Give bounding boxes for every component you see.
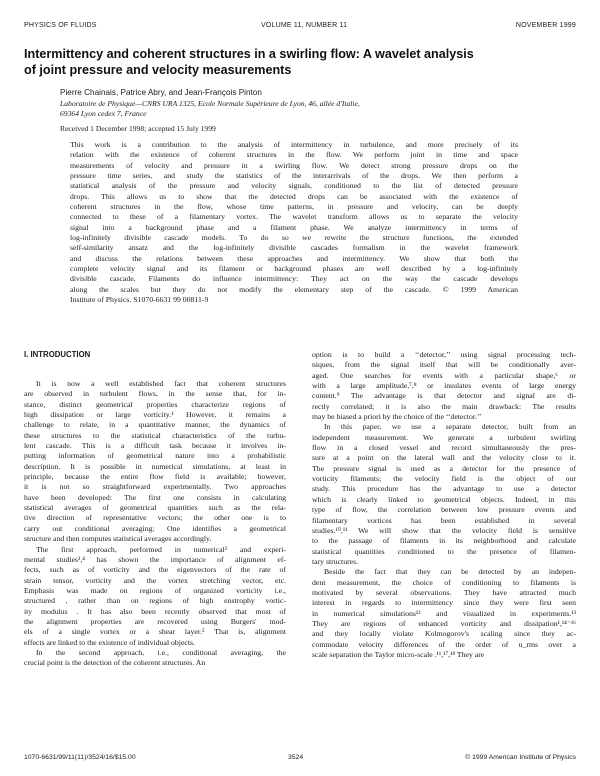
body-line: studies.¹⁰,¹¹ We will show that the velocity field is sensitive <box>312 525 576 535</box>
body-line: ity modulus . It has also been recently observed that most of <box>24 606 286 616</box>
issue-date: NOVEMBER 1999 <box>515 22 576 29</box>
body-line: lent cascade. This is a difficult task because it involves in- <box>24 441 286 451</box>
body-line: putting information of geometrical nature into a probabilistic <box>24 451 286 461</box>
body-line: In this paper, we use a separate detector, built from an <box>324 422 576 432</box>
body-line: the alignment properties are recovered using Burgers' mod- <box>24 616 286 626</box>
body-line: effects are linked to the existence of individual objects. <box>24 637 195 647</box>
body-line: In the second approach, i.e., conditional averaging, the <box>36 647 286 657</box>
body-line: crucial point is the detection of the coherent structures. An <box>24 658 206 668</box>
body-line: It is now a well established fact that coherent structures <box>36 379 286 388</box>
body-line: may be biased a priori by the choice of the ‘‘detector.’’ <box>312 412 482 422</box>
body-line: carry out conditional averaging: One identifies a geometrical <box>24 523 286 533</box>
body-line: tive direction of representative vectors; the other one is to <box>24 513 286 523</box>
section-heading: I. INTRODUCTION <box>24 350 91 359</box>
body-line: tary structures. <box>312 556 359 566</box>
abstract-line: along the scales but they do not modify the elementary step of the cascade. © 1999 American <box>70 284 518 294</box>
body-line: mental studies³,⁴ has shown the importance of alignment ef- <box>24 554 286 564</box>
abstract-line: complete velocity signal and its filament or background phases are well described by a log-infinitely <box>70 264 518 274</box>
abstract-line: divisible cascade. Filaments do influence intermittency: They act on the way the cascade develops <box>70 274 518 284</box>
right-column <box>312 350 576 660</box>
left-column <box>24 350 286 669</box>
affiliation <box>60 99 360 119</box>
journal-name: PHYSICS OF FLUIDS <box>24 22 97 29</box>
abstract-line: log-infinitely divisible cascade models. To do so we rewrite the structure functions, the extended <box>70 233 518 243</box>
abstract-line: signal into a background phase and a filament phase. We analyze intermittency in terms of <box>70 222 518 232</box>
body-line: are observed in turbulent flows, in the sense that, for in- <box>24 389 286 399</box>
abstract-line: measurements of velocity and pressure in a swirling flow. We detect strong pressure drops on the <box>70 160 518 170</box>
affiliation-line: Laboratoire de Physique—CNRS URA 1325, Ecole Normale Supérieure de Lyon, 46, allée d'Italie, <box>60 99 360 108</box>
body-line: content.⁹ The advantage is that detector and signal are di- <box>312 391 576 401</box>
abstract-line: This work is a contribution to the analysis of intermittency in turbulence, and more precisely of its <box>70 140 518 149</box>
body-line: these structures to the statistical characteristics of the turbu- <box>24 430 286 440</box>
body-line: high dissipation or large vorticity.¹ However, it remains a <box>24 410 286 420</box>
page-number: 3524 <box>288 754 304 761</box>
body-line: rectly correlated; it is also the main drawback: The results <box>312 401 576 411</box>
body-line: structured , rather than on regions of high enstrophy vortic- <box>24 596 286 606</box>
article-title <box>24 47 584 78</box>
body-line: type of flow, the correlation between low pressure events and <box>312 505 576 515</box>
body-line: interest in regards to intermittency since they were first seen <box>312 598 576 608</box>
body-line: stance, distinct geometrical properties characterize regions of <box>24 399 286 409</box>
body-line: with a large amplitude,⁷,⁸ or insulates events of large energy <box>312 381 576 391</box>
footer-copyright: © 1999 American Institute of Physics <box>465 754 576 761</box>
title-line: of joint pressure and velocity measurements <box>24 62 292 77</box>
right-column-text <box>312 350 576 660</box>
body-line: it is not so straightforward experimentally. Two approaches <box>24 482 286 492</box>
body-line: Beside the fact that they can be detected by an indepen- <box>324 567 576 577</box>
body-line: motivated by several observations. They have attracted much <box>312 587 576 597</box>
abstract-line: statistical analysis of the pressure and velocity signals, conditioned to the list of detected pressure <box>70 181 518 191</box>
abstract <box>70 140 518 306</box>
author-list: Pierre Chainais, Patrice Abry, and Jean-François Pinton <box>60 88 262 97</box>
body-line: in numerical simulations¹² and visualized in experiments.¹³ <box>312 608 576 618</box>
abstract-line: pressure time series, and study the statistics of the interarrivals of the drops. We then perform a <box>70 171 518 181</box>
left-column-text <box>24 379 286 669</box>
body-line: scale separation the Taylor micro-scale .¹¹,¹⁷,¹⁸ They are <box>312 649 485 659</box>
abstract-line: connected to these of a filamentary vortex. The wavelet transform allows us to separate the velocity <box>70 212 518 222</box>
abstract-line: drops. This allows us to show that the detected drops can be associated with the existence of <box>70 191 518 201</box>
body-line: independent measurement. We generate a turbulent swirling <box>312 432 576 442</box>
affiliation-line: 69364 Lyon cedex 7, France <box>60 109 147 118</box>
body-line: structure and then computes statistical averages accordingly. <box>24 534 212 544</box>
body-line: have been developed: The first one consists in calculating <box>24 492 286 502</box>
abstract-line: Institute of Physics. S1070-6631 99 00811-9 <box>70 295 209 305</box>
running-header <box>24 22 576 32</box>
body-line: challenge to relate, in a quantitative manner, the dynamics of <box>24 420 286 430</box>
abstract-line: coherent structures in the flow, whose time patterns, in pressure and velocity, can be deeply <box>70 202 518 212</box>
body-line: niques, from the signal itself that will be conditionally aver- <box>312 360 576 370</box>
body-line: vorticity filaments; the velocity field is the object of our <box>312 474 576 484</box>
title-line: Intermittency and coherent structures in a swirling flow: A wavelet analysis <box>24 47 474 61</box>
body-line: els of a single vortex or a shear layer.⁵ That is, alignment <box>24 627 286 637</box>
body-line: statistical quantities conditioned to the presence of filamen- <box>312 546 576 556</box>
body-line: strain tensor, vorticity and the vortex stretching vector, etc. <box>24 575 286 585</box>
body-line: description. It is possible in numerical simulations, at least in <box>24 461 286 471</box>
body-line: commodate velocity differences of the order of u_rms over a <box>312 639 576 649</box>
body-line: They are regions of enhanced vorticity and dissipation¹,¹⁴⁻¹⁶ <box>312 618 576 628</box>
footer-code: 1070-6631/99/11(11)/3524/16/$15.00 <box>24 754 136 761</box>
body-line: sure at a point on the lateral wall and the velocity close to it. <box>312 453 576 463</box>
body-line: Emphasis was made on regions of organized vorticity i.e., <box>24 585 286 595</box>
body-line: which is clearly linked to geometrical objects. Indeed, in this <box>312 494 576 504</box>
page-footer <box>24 754 576 764</box>
body-line: fects, such as of vorticity and the eigenvectors of the rate of <box>24 565 286 575</box>
body-line: aged. One searches for events with a particular shape,⁶ or <box>312 370 576 380</box>
volume-number: VOLUME 11, NUMBER 11 <box>261 22 348 29</box>
body-line: The first approach, performed in numerical² and experi- <box>36 544 286 554</box>
body-line: principle, because the entire flow field is available; however, <box>24 472 286 482</box>
body-line: and they locally violate Kolmogorov's scaling since they ac- <box>312 629 576 639</box>
body-line: study. This procedure has the advantage to use a detector <box>312 484 576 494</box>
abstract-line: self-similarity ansatz and the log-infinitely divisible cascades formalism in the wavelet framework <box>70 243 518 253</box>
received-date: Received 1 December 1998; accepted 15 July 1999 <box>60 124 216 133</box>
body-line: filamentary vortices has been established in several <box>312 515 576 525</box>
body-line: statistical averages of geometrical quantities such as the rela- <box>24 503 286 513</box>
body-line: flow in a closed vessel and record simultaneously the pres- <box>312 443 576 453</box>
body-line: to the passage of filaments in its neighborhood and calculate <box>312 536 576 546</box>
abstract-line: relation with the existence of coherent structures in the flow. We perform joint in time and space <box>70 150 518 160</box>
body-line: The pressure signal is used as a detector for the presence of <box>312 463 576 473</box>
body-line: option is to build a ‘‘detector,’’ using signal processing tech- <box>312 350 576 359</box>
body-line: dent measurement, the choice of conditioning to filaments is <box>312 577 576 587</box>
abstract-line: and discuss the relations between these approaches and intermittency. We show that both the <box>70 253 518 263</box>
